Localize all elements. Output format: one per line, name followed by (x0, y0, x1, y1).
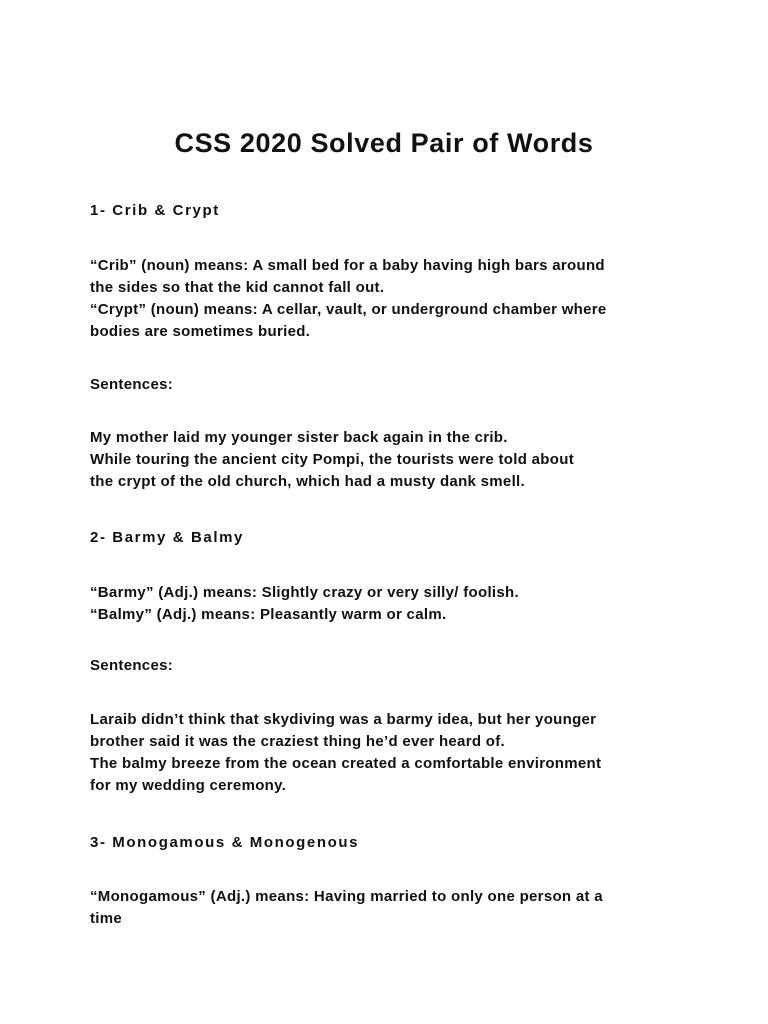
section-heading: 2- Barmy & Balmy (90, 529, 244, 546)
text-line: the sides so that the kid cannot fall out. (90, 279, 385, 296)
text-line: for my wedding ceremony. (90, 777, 287, 794)
section-heading: 3- Monogamous & Monogenous (90, 834, 360, 851)
sentences-label: Sentences: (90, 376, 174, 393)
text-line: time (90, 910, 123, 927)
text-line: the crypt of the old church, which had a musty dank smell. (90, 473, 525, 490)
text-line: “Balmy” (Adj.) means: Pleasantly warm or calm. (90, 606, 447, 623)
definitions-paragraph (90, 582, 680, 626)
text-line: Laraib didn’t think that skydiving was a barmy idea, but her younger (90, 711, 597, 728)
sentences-paragraph (90, 427, 680, 493)
text-line: “Crypt” (noun) means: A cellar, vault, or underground chamber where (90, 301, 607, 318)
text-line: bodies are sometimes buried. (90, 323, 311, 340)
text-line: “Monogamous” (Adj.) means: Having married to only one person at a (90, 888, 603, 905)
text-line: “Crib” (noun) means: A small bed for a baby having high bars around (90, 257, 605, 274)
text-line: My mother laid my younger sister back again in the crib. (90, 429, 508, 446)
definitions-paragraph (90, 255, 680, 343)
page-title: CSS 2020 Solved Pair of Words (174, 128, 594, 158)
text-line: The balmy breeze from the ocean created a comfortable environment (90, 755, 602, 772)
section-heading: 1- Crib & Crypt (90, 202, 220, 219)
text-line: brother said it was the craziest thing he’d ever heard of. (90, 733, 505, 750)
text-line: “Barmy” (Adj.) means: Slightly crazy or very silly/ foolish. (90, 584, 519, 601)
definitions-paragraph (90, 886, 680, 930)
sentences-paragraph (90, 709, 680, 797)
sentences-label: Sentences: (90, 657, 174, 674)
text-line: While touring the ancient city Pompi, the tourists were told about (90, 451, 574, 468)
